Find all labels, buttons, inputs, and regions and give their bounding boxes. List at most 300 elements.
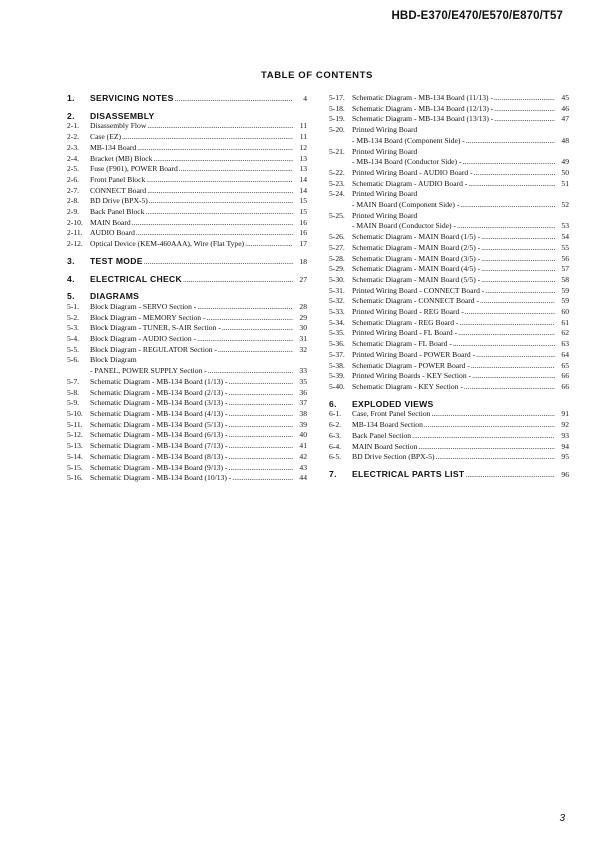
toc-entry-number: 2-7. xyxy=(67,185,80,195)
toc-entry-number: 2-8. xyxy=(67,196,80,206)
toc-entry-page: 42 xyxy=(299,451,307,461)
toc-entry xyxy=(329,179,569,190)
toc-entry-number: 2-5. xyxy=(67,164,80,174)
toc-entry-page: 61 xyxy=(561,317,569,327)
toc-entry-title: Schematic Diagram - MAIN Board (5/5) - xyxy=(352,274,481,284)
toc-entry-number: 5-37. xyxy=(329,349,345,359)
toc-entry-title: Printed Wiring Board - CONNECT Board - xyxy=(352,285,485,295)
toc-entry-title: Schematic Diagram - FL Board - xyxy=(352,339,452,349)
toc-entry-number: 2-3. xyxy=(67,142,80,152)
toc-section-heading xyxy=(67,111,307,122)
dot-leader xyxy=(494,114,555,125)
toc-entry-number: 5-20. xyxy=(329,125,345,135)
dot-leader xyxy=(147,121,293,132)
dot-leader xyxy=(232,473,293,484)
toc-entry-number: 5-8. xyxy=(67,387,80,397)
toc-entry xyxy=(329,93,569,104)
toc-entry-title: - MAIN Board (Conductor Side) - xyxy=(352,221,456,231)
toc-entry-number: 5-17. xyxy=(329,93,345,102)
toc-entry-number: 5-40. xyxy=(329,381,345,391)
dot-leader xyxy=(418,442,555,453)
toc-entry-number: 5-34. xyxy=(329,317,345,327)
toc-entry-page: 11 xyxy=(299,132,307,142)
toc-entry xyxy=(67,420,307,431)
toc-entry-page: 58 xyxy=(561,274,569,284)
toc-entry-page: 63 xyxy=(561,339,569,349)
toc-entry xyxy=(67,313,307,324)
toc-entry-page: 16 xyxy=(299,228,307,238)
toc-entry-title: Optical Device (KEM-460AAA), Wire (Flat Type) xyxy=(90,239,245,249)
toc-entry-number: 4. xyxy=(67,273,75,284)
dot-leader xyxy=(435,452,555,463)
toc-entry xyxy=(329,254,569,265)
toc-entry-title: MAIN Board Section xyxy=(352,441,418,451)
toc-left-column xyxy=(67,93,307,484)
toc-entry xyxy=(67,302,307,313)
toc-entry-title: Back Panel Block xyxy=(90,207,145,217)
toc-entry-page: 27 xyxy=(299,274,307,284)
toc-entry xyxy=(329,286,569,297)
toc-entry-number: 5-16. xyxy=(67,473,83,483)
toc-entry xyxy=(329,221,569,232)
toc-entry-title: Disassembly Flow xyxy=(90,121,147,131)
toc-entry xyxy=(329,168,569,179)
toc-entry-title: BD Drive Section (BPX-5) xyxy=(352,452,435,462)
dot-leader xyxy=(229,398,294,409)
dot-leader xyxy=(137,143,293,154)
toc-entry-title: Schematic Diagram - POWER Board - xyxy=(352,360,470,370)
toc-entry xyxy=(67,143,307,154)
toc-entry-title: SERVICING NOTES xyxy=(90,93,174,103)
toc-entry-title: Back Panel Section xyxy=(352,430,412,440)
toc-entry-number: 5. xyxy=(67,291,75,302)
dot-leader xyxy=(179,164,293,175)
toc-entry-title: Schematic Diagram - MB-134 Board (5/13) - xyxy=(90,419,228,429)
toc-entry-title: Case, Front Panel Section xyxy=(352,409,431,419)
dot-leader xyxy=(229,377,294,388)
toc-entry-page: 31 xyxy=(299,334,307,344)
toc-entry-page: 44 xyxy=(299,473,307,483)
toc-entry xyxy=(329,275,569,286)
toc-entry xyxy=(329,318,569,329)
toc-entry-page: 36 xyxy=(299,387,307,397)
toc-entry-number: 5-39. xyxy=(329,371,345,381)
toc-entry xyxy=(67,207,307,218)
dot-leader xyxy=(468,179,555,190)
toc-entry-title: Schematic Diagram - MB-134 Board (13/13) - xyxy=(352,114,494,124)
toc-entry-page: 48 xyxy=(561,135,569,145)
toc-entry-page: 51 xyxy=(561,178,569,188)
toc-entry-title: Schematic Diagram - MB-134 Board (3/13) - xyxy=(90,398,228,408)
toc-entry-title: Schematic Diagram - MB-134 Board (9/13) - xyxy=(90,462,228,472)
toc-entry-title: Printed Wiring Board xyxy=(352,189,418,199)
toc-entry-page: 16 xyxy=(299,217,307,227)
toc-entry xyxy=(329,125,569,136)
toc-entry xyxy=(329,371,569,382)
toc-entry-number: 5-25. xyxy=(329,210,345,220)
toc-title: TABLE OF CONTENTS xyxy=(261,70,373,81)
toc-entry xyxy=(67,409,307,420)
document-model-header: HBD-E370/E470/E570/E870/T57 xyxy=(391,10,563,22)
toc-entry-number: 5-9. xyxy=(67,398,80,408)
toc-entry-title: DIAGRAMS xyxy=(90,291,140,302)
toc-entry-title: EXPLODED VIEWS xyxy=(352,398,434,409)
toc-entry-number: 5-10. xyxy=(67,408,83,418)
toc-entry-page: 13 xyxy=(299,153,307,163)
dot-leader xyxy=(480,296,555,307)
toc-entry-title: MB-134 Board Section xyxy=(352,420,423,430)
toc-entry-page: 32 xyxy=(299,344,307,354)
toc-entry-number: 2-11. xyxy=(67,228,83,238)
dot-leader xyxy=(466,136,555,147)
toc-entry-title: Schematic Diagram - KEY Section - xyxy=(352,381,463,391)
toc-entry-number: 6-1. xyxy=(329,409,342,419)
toc-entry-title: Schematic Diagram - MB-134 Board (4/13) - xyxy=(90,408,228,418)
toc-entry-page: 59 xyxy=(561,296,569,306)
dot-leader xyxy=(153,154,293,165)
toc-entry-title: - PANEL, POWER SUPPLY Section - xyxy=(90,366,207,376)
dot-leader xyxy=(457,221,555,232)
toc-entry-title: Block Diagram - MEMORY Section - xyxy=(90,312,206,322)
dot-leader xyxy=(222,323,293,334)
toc-entry-page: 66 xyxy=(561,381,569,391)
toc-entry xyxy=(329,157,569,168)
toc-entry-number: 2-4. xyxy=(67,153,80,163)
toc-entry-page: 93 xyxy=(561,430,569,440)
toc-entry xyxy=(329,452,569,463)
toc-entry-number: 2-12. xyxy=(67,239,83,249)
toc-entry-page: 56 xyxy=(561,253,569,263)
toc-entry-number: 6-2. xyxy=(329,420,342,430)
toc-entry-title: Printed Wiring Board xyxy=(352,125,418,135)
dot-leader xyxy=(229,441,294,452)
toc-entry-title: Fuse (F901), POWER Board xyxy=(90,164,178,174)
dot-leader xyxy=(145,207,293,218)
toc-entry-number: 2-10. xyxy=(67,217,83,227)
dot-leader xyxy=(136,228,293,239)
dot-leader xyxy=(481,254,555,265)
dot-leader xyxy=(132,218,293,229)
toc-entry-page: 29 xyxy=(299,312,307,322)
toc-entry-page: 30 xyxy=(299,323,307,333)
toc-entry xyxy=(329,307,569,318)
dot-leader xyxy=(197,334,293,345)
toc-entry-page: 54 xyxy=(561,232,569,242)
dot-leader xyxy=(460,318,556,329)
toc-entry xyxy=(329,409,569,420)
dot-leader xyxy=(175,94,293,105)
toc-entry-page: 43 xyxy=(299,462,307,472)
dot-leader xyxy=(147,186,293,197)
dot-leader xyxy=(229,463,294,474)
toc-entry xyxy=(67,452,307,463)
dot-leader xyxy=(460,200,555,211)
toc-entry-number: 5-18. xyxy=(329,103,345,113)
toc-entry-number: 5-35. xyxy=(329,328,345,338)
toc-entry-title: Schematic Diagram - CONNECT Board - xyxy=(352,296,480,306)
dot-leader xyxy=(229,388,294,399)
toc-entry-page: 53 xyxy=(561,221,569,231)
toc-entry-number: 5-36. xyxy=(329,339,345,349)
toc-entry-page: 40 xyxy=(299,430,307,440)
toc-entry-title: Case (EZ) xyxy=(90,132,121,142)
toc-entry xyxy=(67,388,307,399)
dot-leader xyxy=(229,452,294,463)
toc-entry-title: Printed Wiring Board - FL Board - xyxy=(352,328,458,338)
toc-entry-title: Schematic Diagram - MB-134 Board (7/13) - xyxy=(90,441,228,451)
toc-entry-title: ELECTRICAL PARTS LIST xyxy=(352,468,465,479)
toc-entry xyxy=(67,228,307,239)
toc-entry-page: 66 xyxy=(561,371,569,381)
toc-entry-page: 96 xyxy=(561,469,569,479)
dot-leader xyxy=(122,132,293,143)
toc-entry-page: 28 xyxy=(299,301,307,311)
toc-entry-page: 65 xyxy=(561,360,569,370)
toc-entry xyxy=(329,350,569,361)
toc-entry-title: Printed Wiring Board xyxy=(352,210,418,220)
toc-entry-page: 18 xyxy=(299,256,307,266)
toc-entry-title: Printed Wiring Board - REG Board - xyxy=(352,307,464,317)
toc-entry-title: Schematic Diagram - MB-134 Board (1/13) - xyxy=(90,376,228,386)
dot-leader xyxy=(458,328,555,339)
toc-entry-number: 5-5. xyxy=(67,344,80,354)
toc-entry-number: 5-7. xyxy=(67,376,80,386)
dot-leader xyxy=(197,302,293,313)
dot-leader xyxy=(208,366,293,377)
toc-entry-number: 2. xyxy=(67,110,75,121)
toc-entry-page: 52 xyxy=(561,200,569,210)
dot-leader xyxy=(218,345,293,356)
toc-entry-number: 6-4. xyxy=(329,441,342,451)
toc-entry xyxy=(67,355,307,366)
dot-leader xyxy=(229,420,294,431)
toc-entry-page: 45 xyxy=(561,93,569,102)
toc-entry-number: 5-12. xyxy=(67,430,83,440)
dot-leader xyxy=(453,339,555,350)
toc-entry-title: Printed Wiring Boards - KEY Section - xyxy=(352,371,472,381)
dot-leader xyxy=(481,243,555,254)
toc-entry-title: AUDIO Board xyxy=(90,228,135,238)
toc-entry-title: Schematic Diagram - REG Board - xyxy=(352,317,459,327)
toc-entry-title: DISASSEMBLY xyxy=(90,110,155,121)
toc-entry-number: 5-21. xyxy=(329,146,345,156)
toc-entry-number: 5-31. xyxy=(329,285,345,295)
toc-entry xyxy=(67,398,307,409)
toc-entry-page: 35 xyxy=(299,376,307,386)
toc-entry-page: 59 xyxy=(561,285,569,295)
toc-section-heading xyxy=(329,469,569,481)
toc-entry-title: TEST MODE xyxy=(90,255,143,266)
toc-entry-page: 41 xyxy=(299,441,307,451)
dot-leader xyxy=(474,168,555,179)
toc-entry-page: 64 xyxy=(561,349,569,359)
toc-entry-page: 91 xyxy=(561,409,569,419)
toc-entry-page: 50 xyxy=(561,167,569,177)
toc-entry-title: Bracket (MB) Block xyxy=(90,153,153,163)
toc-entry-number: 2-2. xyxy=(67,132,80,142)
toc-entry xyxy=(67,186,307,197)
toc-entry xyxy=(67,218,307,229)
toc-entry-title: Block Diagram - AUDIO Section - xyxy=(90,334,197,344)
toc-entry-page: 57 xyxy=(561,264,569,274)
toc-entry-title: Schematic Diagram - MAIN Board (3/5) - xyxy=(352,253,481,263)
toc-entry-number: 5-33. xyxy=(329,307,345,317)
toc-entry xyxy=(329,211,569,222)
toc-entry-number: 5-28. xyxy=(329,253,345,263)
toc-entry xyxy=(329,442,569,453)
dot-leader xyxy=(229,430,294,441)
toc-entry-title: - MAIN Board (Component Side) - xyxy=(352,200,460,210)
toc-entry-number: 5-32. xyxy=(329,296,345,306)
toc-entry-number: 5-4. xyxy=(67,334,80,344)
toc-entry-title: Front Panel Block xyxy=(90,174,146,184)
toc-entry-title: ELECTRICAL CHECK xyxy=(90,273,183,284)
dot-leader xyxy=(462,157,555,168)
toc-entry-page: 49 xyxy=(561,157,569,167)
toc-entry-title: - MB-134 Board (Conductor Side) - xyxy=(352,157,462,167)
dot-leader xyxy=(472,371,555,382)
toc-entry-number: 5-24. xyxy=(329,189,345,199)
toc-entry-page: 11 xyxy=(299,121,307,131)
toc-entry xyxy=(67,473,307,484)
toc-entry-number: 5-2. xyxy=(67,312,80,322)
toc-entry-page: 55 xyxy=(561,242,569,252)
toc-entry-page: 47 xyxy=(561,114,569,124)
toc-entry-title: Block Diagram - TUNER, S-AIR Section - xyxy=(90,323,221,333)
toc-entry xyxy=(329,382,569,393)
toc-entry-page: 33 xyxy=(299,366,307,376)
toc-entry xyxy=(67,377,307,388)
toc-entry xyxy=(329,420,569,431)
toc-entry-number: 5-1. xyxy=(67,301,80,311)
toc-entry xyxy=(67,334,307,345)
toc-entry-number: 2-1. xyxy=(67,121,80,131)
dot-leader xyxy=(465,470,555,481)
toc-entry-title: Schematic Diagram - MAIN Board (1/5) - xyxy=(352,232,481,242)
toc-entry-title: Schematic Diagram - MB-134 Board (12/13) - xyxy=(352,103,494,113)
toc-entry xyxy=(329,339,569,350)
toc-entry-number: 5-29. xyxy=(329,264,345,274)
toc-entry xyxy=(67,430,307,441)
toc-entry xyxy=(67,175,307,186)
toc-entry-title: Block Diagram - SERVO Section - xyxy=(90,301,197,311)
dot-leader xyxy=(229,409,294,420)
dot-leader xyxy=(485,286,555,297)
toc-entry-title: Schematic Diagram - AUDIO Board - xyxy=(352,178,468,188)
toc-entry-number: 5-6. xyxy=(67,355,80,365)
toc-entry-number: 5-11. xyxy=(67,419,83,429)
toc-entry-page: 92 xyxy=(561,420,569,430)
toc-entry-number: 5-3. xyxy=(67,323,80,333)
dot-leader xyxy=(494,93,555,104)
dot-leader xyxy=(481,275,555,286)
toc-entry xyxy=(329,136,569,147)
page-number: 3 xyxy=(559,813,565,824)
toc-entry xyxy=(67,345,307,356)
toc-entry-number: 5-19. xyxy=(329,114,345,124)
toc-entry-title: Schematic Diagram - MB-134 Board (8/13) - xyxy=(90,451,228,461)
toc-entry xyxy=(67,196,307,207)
toc-entry xyxy=(67,366,307,377)
toc-entry-page: 46 xyxy=(561,103,569,113)
toc-section-heading xyxy=(67,256,307,268)
dot-leader xyxy=(471,361,555,372)
toc-entry-title: - MB-134 Board (Component Side) - xyxy=(352,135,465,145)
toc-entry-title: Printed Wiring Board xyxy=(352,146,418,156)
toc-entry-number: 5-30. xyxy=(329,274,345,284)
dot-leader xyxy=(476,350,555,361)
toc-entry xyxy=(329,232,569,243)
toc-entry-number: 5-27. xyxy=(329,242,345,252)
dot-leader xyxy=(149,196,293,207)
dot-leader xyxy=(494,104,555,115)
toc-entry-number: 5-23. xyxy=(329,178,345,188)
toc-entry xyxy=(329,328,569,339)
toc-entry-page: 38 xyxy=(299,408,307,418)
toc-entry-page: 17 xyxy=(299,239,307,249)
toc-entry-number: 5-22. xyxy=(329,167,345,177)
toc-entry-page: 95 xyxy=(561,452,569,462)
toc-entry-number: 2-6. xyxy=(67,174,80,184)
toc-entry xyxy=(67,463,307,474)
toc-entry-page: 4 xyxy=(303,94,307,103)
toc-entry-page: 13 xyxy=(299,164,307,174)
toc-entry-title: Schematic Diagram - MB-134 Board (11/13) - xyxy=(352,93,494,102)
toc-entry xyxy=(329,243,569,254)
toc-entry-number: 5-13. xyxy=(67,441,83,451)
toc-section-heading xyxy=(329,399,569,410)
toc-entry xyxy=(67,154,307,165)
toc-entry xyxy=(329,200,569,211)
toc-entry-page: 15 xyxy=(299,196,307,206)
toc-entry-number: 7. xyxy=(329,468,337,479)
toc-entry-number: 3. xyxy=(67,255,75,266)
toc-entry-page: 14 xyxy=(299,174,307,184)
toc-entry xyxy=(67,132,307,143)
dot-leader xyxy=(144,257,293,268)
toc-entry-title: Schematic Diagram - MB-134 Board (10/13) - xyxy=(90,473,232,483)
toc-entry xyxy=(329,361,569,372)
toc-entry-title: Block Diagram - REGULATOR Section - xyxy=(90,344,218,354)
toc-entry xyxy=(329,147,569,158)
toc-entry-title: BD Drive (BPX-5) xyxy=(90,196,148,206)
toc-entry-title: Block Diagram xyxy=(90,355,137,365)
toc-entry-page: 94 xyxy=(561,441,569,451)
toc-entry-number: 1. xyxy=(67,93,75,103)
toc-entry-title: Schematic Diagram - MB-134 Board (6/13) - xyxy=(90,430,228,440)
toc-entry-title: Schematic Diagram - MAIN Board (4/5) - xyxy=(352,264,481,274)
dot-leader xyxy=(431,409,555,420)
toc-section-heading xyxy=(67,274,307,286)
dot-leader xyxy=(481,264,555,275)
toc-entry xyxy=(329,189,569,200)
toc-right-column xyxy=(329,93,569,481)
toc-entry-page: 39 xyxy=(299,419,307,429)
dot-leader xyxy=(207,313,293,324)
toc-entry-title: Schematic Diagram - MB-134 Board (2/13) - xyxy=(90,387,228,397)
toc-entry-number: 6-3. xyxy=(329,430,342,440)
toc-entry xyxy=(67,121,307,132)
toc-entry-number: 6-5. xyxy=(329,452,342,462)
toc-entry-number: 5-15. xyxy=(67,462,83,472)
toc-entry-number: 5-14. xyxy=(67,451,83,461)
dot-leader xyxy=(465,307,555,318)
toc-entry-title: Schematic Diagram - MAIN Board (2/5) - xyxy=(352,242,481,252)
toc-entry-title: CONNECT Board xyxy=(90,185,147,195)
toc-entry-title: MB-134 Board xyxy=(90,142,137,152)
toc-entry-number: 6. xyxy=(329,398,337,409)
dot-leader xyxy=(146,175,293,186)
